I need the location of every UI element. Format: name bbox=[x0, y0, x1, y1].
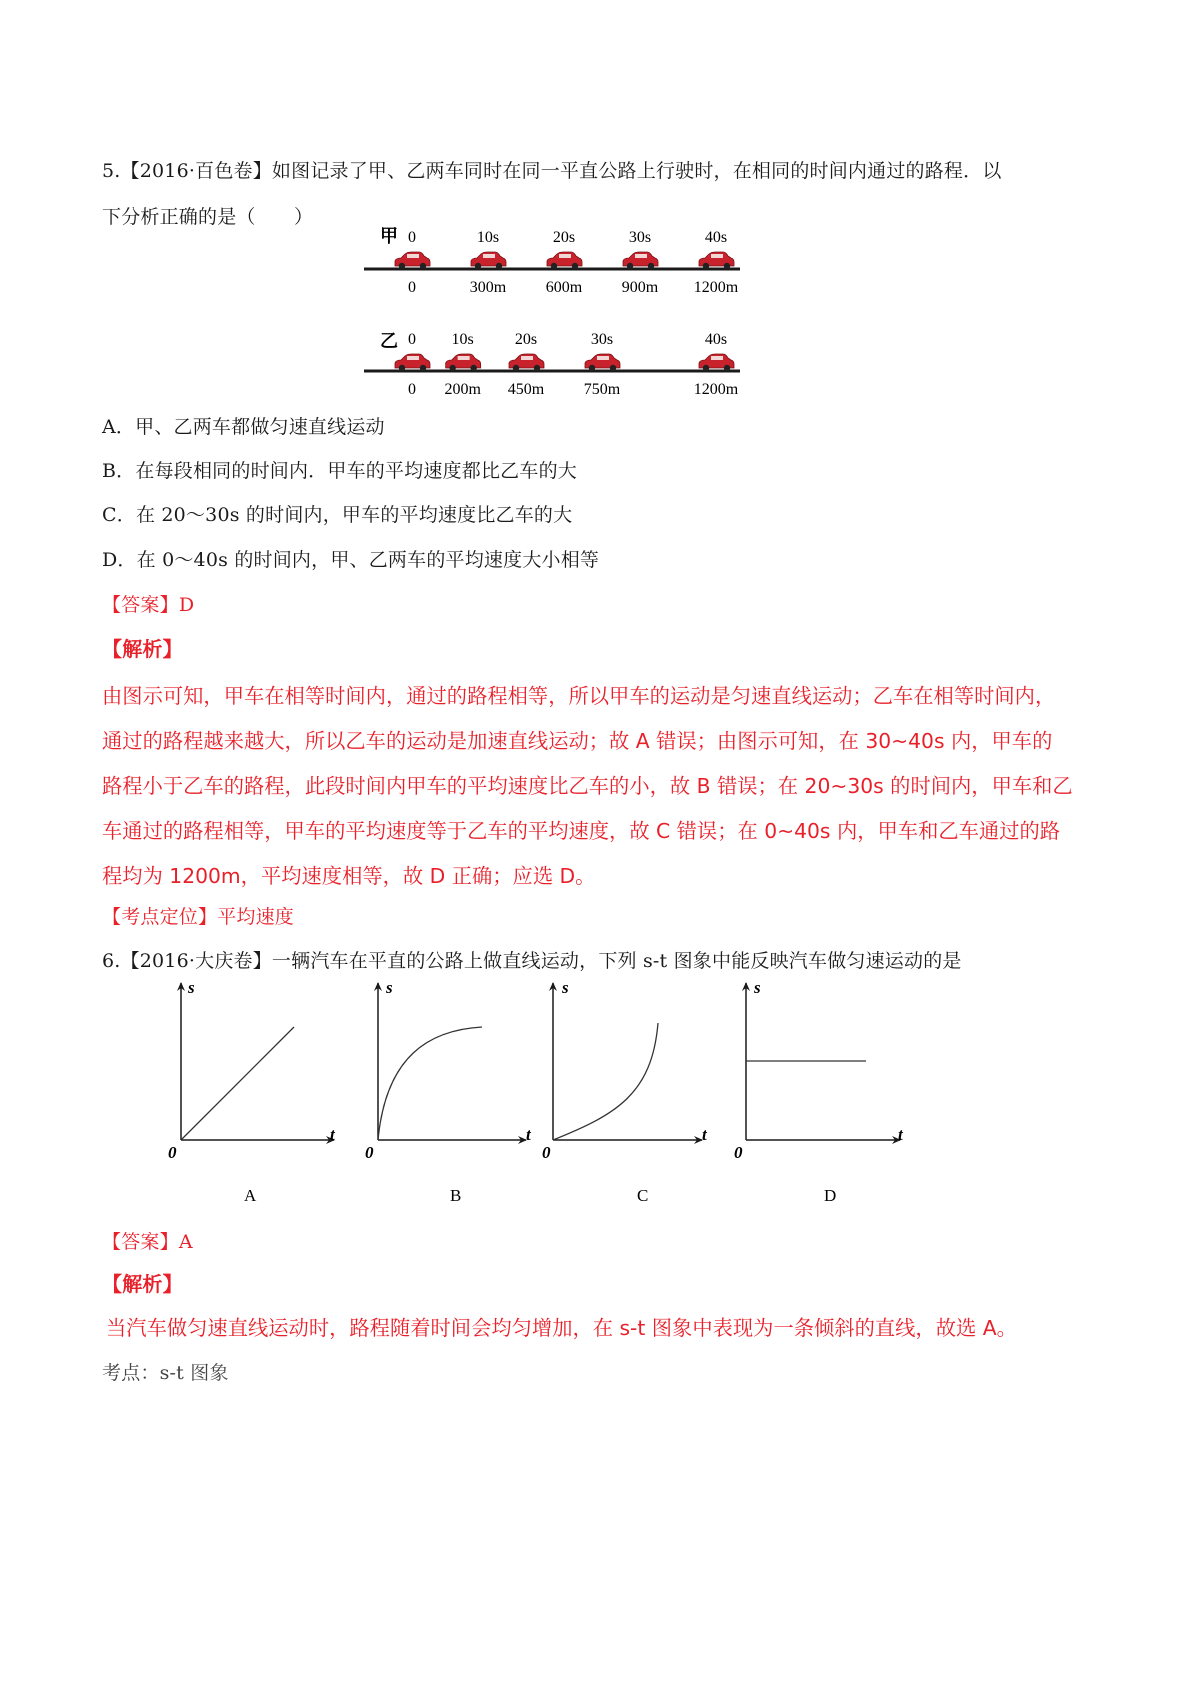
q6-answer: A bbox=[178, 1231, 193, 1253]
car-icon bbox=[547, 252, 582, 269]
q5-point: 平均速度 bbox=[217, 906, 295, 928]
time-label: 40s bbox=[704, 229, 728, 246]
graph-b-x-label: t bbox=[526, 1125, 531, 1144]
q6-stem: 6.【2016·大庆卷】一辆汽车在平直的公路上做直线运动，下列 s-t 图象中能反映汽车做匀速运动的是 bbox=[102, 950, 962, 972]
q5-motion-figure bbox=[360, 218, 780, 418]
distance-label: 0 bbox=[408, 381, 416, 398]
graph-a-label: A bbox=[244, 1186, 257, 1205]
graph-b-label: B bbox=[450, 1186, 462, 1205]
car-b-label: 乙 bbox=[380, 331, 398, 351]
distance-label: 200m bbox=[444, 381, 481, 398]
q6-answer-line bbox=[102, 1227, 193, 1254]
q5-analysis-line-2: 通过的路程越来越大，所以乙车的运动是加速直线运动；故 A 错误；由图示可知，在 30~40s 内，甲车的 bbox=[102, 729, 1053, 753]
graph-d-label: D bbox=[824, 1186, 837, 1205]
graph-b-origin: 0 bbox=[365, 1143, 374, 1162]
graph-b bbox=[365, 978, 532, 1205]
car-icon bbox=[585, 354, 620, 371]
graph-d-origin: 0 bbox=[734, 1143, 743, 1162]
graph-a-curve bbox=[181, 1027, 294, 1140]
time-label: 30s bbox=[628, 229, 652, 246]
time-label: 0 bbox=[408, 229, 416, 246]
car-icon bbox=[699, 354, 734, 371]
q5-stem-line2: 下分析正确的是（ ） bbox=[102, 206, 314, 228]
q5-analysis-tag: 【解析】 bbox=[102, 637, 183, 661]
car-icon bbox=[395, 354, 430, 371]
q5-analysis-line-5: 程均为 1200m，平均速度相等，故 D 正确；应选 D。 bbox=[102, 864, 596, 888]
car-icon bbox=[395, 252, 430, 269]
time-label: 30s bbox=[590, 331, 614, 348]
q5-analysis-line-3: 路程小于乙车的路程，此段时间内甲车的平均速度比乙车的小，故 B 错误；在 20~30s 的时间内，甲车和乙 bbox=[102, 774, 1073, 798]
q6-point-label: 考点： bbox=[102, 1362, 160, 1384]
distance-label: 1200m bbox=[693, 381, 739, 398]
q6-point: s-t 图象 bbox=[159, 1362, 229, 1384]
graph-a-y-label: s bbox=[188, 978, 195, 997]
time-label: 20s bbox=[552, 229, 576, 246]
q5-option-a: A．甲、乙两车都做匀速直线运动 bbox=[102, 416, 385, 438]
q5-point-line bbox=[102, 902, 294, 929]
graph-c-label: C bbox=[637, 1186, 649, 1205]
q6-analysis-tag: 【解析】 bbox=[102, 1272, 183, 1296]
distance-label: 450m bbox=[507, 381, 545, 398]
graph-a-origin: 0 bbox=[168, 1143, 177, 1162]
distance-label: 900m bbox=[621, 279, 659, 296]
graph-c-x-label: t bbox=[702, 1125, 707, 1144]
distance-label: 600m bbox=[545, 279, 583, 296]
graph-c-y-label: s bbox=[562, 978, 569, 997]
time-label: 20s bbox=[514, 331, 538, 348]
distance-label: 750m bbox=[583, 381, 621, 398]
car-icon bbox=[623, 252, 658, 269]
q5-option-b: B．在每段相同的时间内．甲车的平均速度都比乙车的大 bbox=[102, 460, 577, 482]
car-icon bbox=[446, 354, 481, 371]
car-icon bbox=[509, 354, 544, 371]
time-label: 10s bbox=[451, 331, 474, 348]
q5-answer-tag: 【答案】 bbox=[102, 594, 179, 616]
distance-label: 1200m bbox=[693, 279, 739, 296]
time-label: 40s bbox=[704, 331, 728, 348]
graph-c-curve bbox=[553, 1023, 658, 1140]
distance-label: 0 bbox=[408, 279, 416, 296]
graph-a bbox=[168, 978, 336, 1205]
q6-analysis: 当汽车做匀速直线运动时，路程随着时间会均匀增加，在 s-t 图象中表现为一条倾斜的直线，故选 A。 bbox=[106, 1316, 1017, 1340]
q5-analysis-line-1: 由图示可知，甲车在相等时间内，通过的路程相等，所以甲车的运动是匀速直线运动；乙车在相等时间内， bbox=[102, 684, 1056, 708]
car-icon bbox=[699, 252, 734, 269]
graph-c-origin: 0 bbox=[542, 1143, 551, 1162]
graph-b-y-label: s bbox=[386, 978, 393, 997]
q5-answer-line bbox=[102, 590, 194, 617]
car-a-label: 甲 bbox=[380, 226, 398, 246]
q6-point-line bbox=[102, 1358, 229, 1385]
graph-d-x-label: t bbox=[898, 1125, 903, 1144]
q5-option-c: C．在 20～30s 的时间内，甲车的平均速度比乙车的大 bbox=[102, 504, 573, 526]
car-icon bbox=[471, 252, 506, 269]
graph-c bbox=[542, 978, 708, 1205]
q5-point-tag: 【考点定位】 bbox=[102, 906, 218, 928]
q5-answer: D bbox=[178, 594, 195, 616]
time-label: 0 bbox=[408, 331, 416, 348]
graph-a-x-label: t bbox=[330, 1125, 335, 1144]
q5-option-d: D．在 0～40s 的时间内，甲、乙两车的平均速度大小相等 bbox=[102, 549, 600, 571]
distance-label: 300m bbox=[469, 279, 507, 296]
time-label: 10s bbox=[476, 229, 500, 246]
graph-d-y-label: s bbox=[754, 978, 761, 997]
q6-graphs bbox=[150, 975, 930, 1215]
q5-stem-line1: 5.【2016·百色卷】如图记录了甲、乙两车同时在同一平直公路上行驶时，在相同的时间内通过的路程．以 bbox=[102, 160, 1002, 182]
graph-b-curve bbox=[378, 1027, 482, 1140]
graph-d bbox=[734, 978, 904, 1205]
q6-answer-tag: 【答案】 bbox=[102, 1231, 179, 1253]
q5-analysis-line-4: 车通过的路程相等，甲车的平均速度等于乙车的平均速度，故 C 错误；在 0~40s 内，甲车和乙车通过的路 bbox=[102, 819, 1061, 843]
